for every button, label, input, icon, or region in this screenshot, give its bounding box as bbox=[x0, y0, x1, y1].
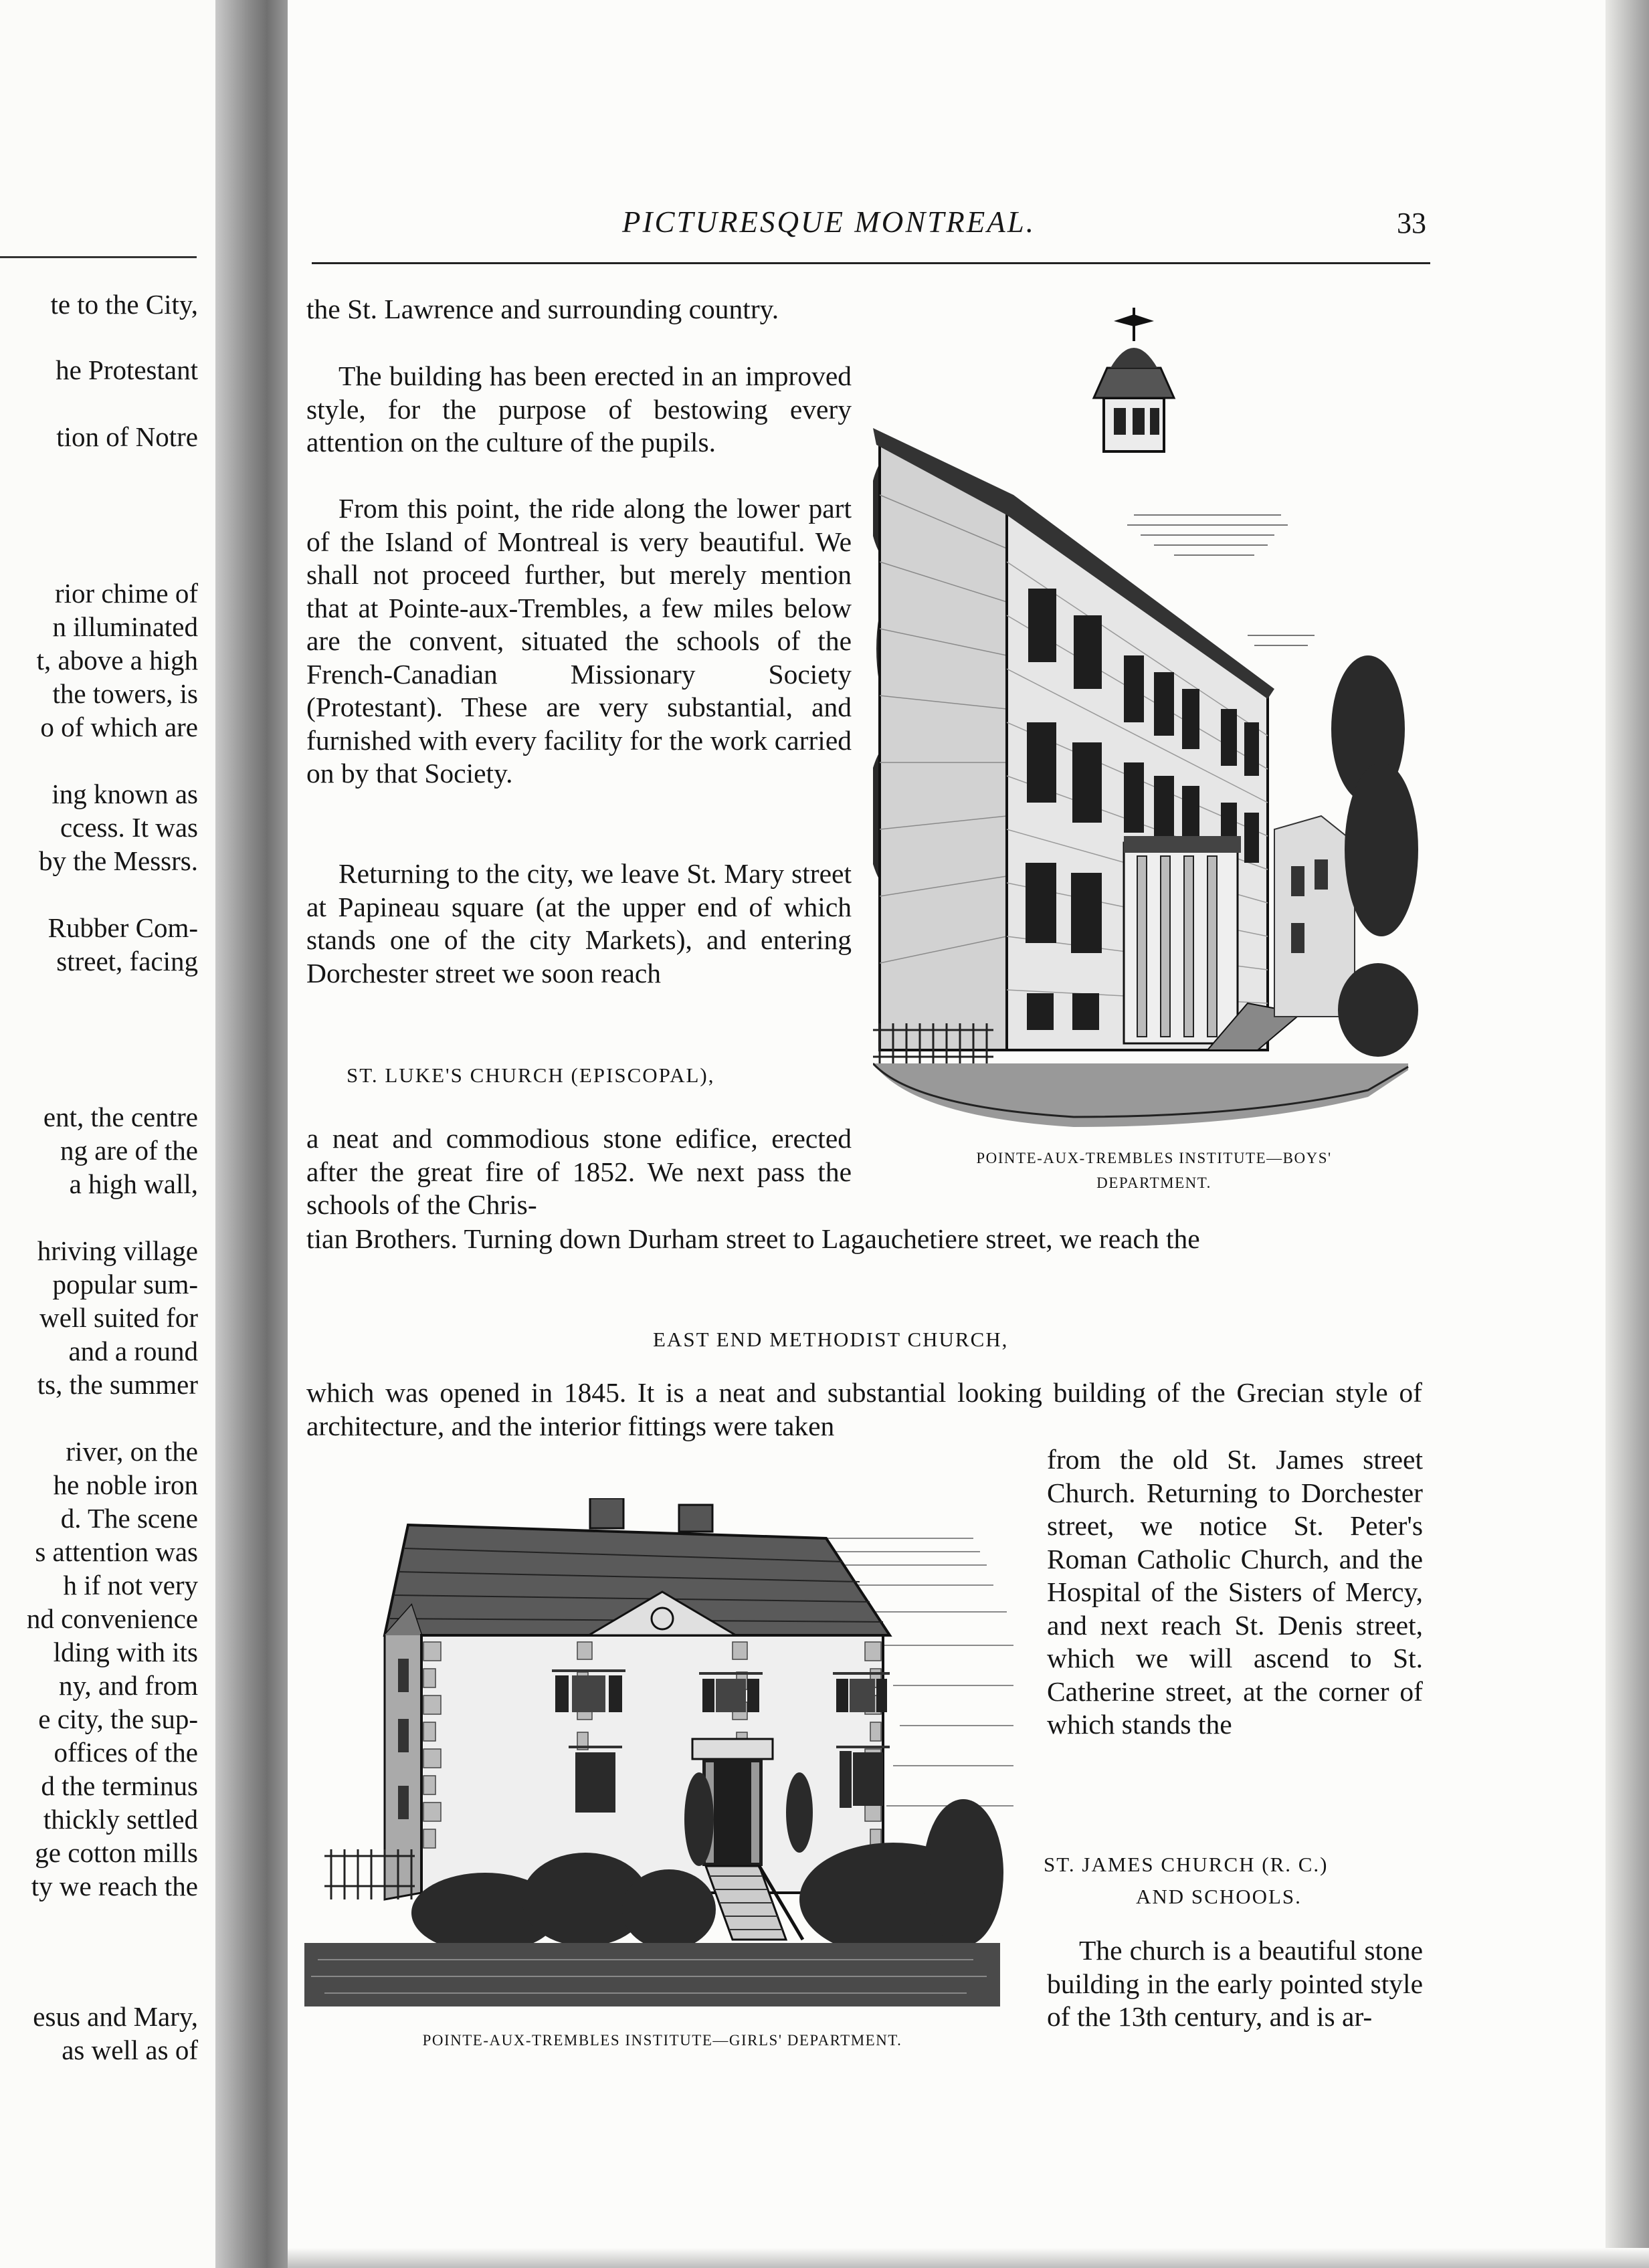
girls-department-caption: POINTE-AUX-TREMBLES INSTITUTE—GIRLS' DEPARTMENT. bbox=[422, 2032, 902, 2049]
section-heading-st-lukes: ST. LUKE'S CHURCH (EPISCOPAL), bbox=[347, 1063, 715, 1087]
facing-text-line: by the Messrs. bbox=[38, 845, 198, 876]
facing-text-line: street, facing bbox=[56, 946, 198, 976]
paragraph: The building has been erected in an improved style, for the purpose of bestowing every attention on the culture of the pupils. bbox=[306, 360, 852, 457]
facing-text-line: e city, the sup- bbox=[38, 1704, 198, 1734]
page-edge-shadow bbox=[1606, 0, 1649, 2268]
facing-text-line: hriving village bbox=[37, 1235, 198, 1266]
paragraph: which was opened in 1845. It is a neat and substantial looking building of the Grecian style of architecture, and the interior fittings were taken bbox=[306, 1377, 1422, 1441]
facing-text-line: o of which are bbox=[40, 712, 198, 742]
paragraph: tian Brothers. Turning down Durham street to Lagauchetiere street, we reach the bbox=[306, 1223, 1200, 1254]
paragraph: the St. Lawrence and surrounding country. bbox=[306, 294, 779, 324]
page-bottom-shadow bbox=[288, 2248, 1649, 2268]
facing-page-rule bbox=[0, 256, 197, 258]
section-heading-st-james-2: AND SCHOOLS. bbox=[1136, 1885, 1302, 1908]
facing-text-line: a high wall, bbox=[69, 1168, 198, 1199]
boys-department-illustration bbox=[873, 294, 1418, 1137]
facing-text-line: well suited for bbox=[39, 1302, 198, 1333]
facing-text-line: ny, and from bbox=[59, 1670, 198, 1701]
facing-text-line: t, above a high bbox=[36, 645, 198, 676]
paragraph: From this point, the ride along the lower part of the Island of Montreal is very beautiful. We shall not proceed further, but merely mention that at Pointe-aux-Trembles, a few miles below are the convent, situated the schools of the French-Canadian Missionary Society (Protestant). These are very substantial, and furnished with every facility for the work carried on by that Society. bbox=[306, 493, 852, 789]
facing-text-line: river, on the bbox=[66, 1436, 198, 1467]
caption-line: POINTE-AUX-TREMBLES INSTITUTE—BOYS' bbox=[976, 1150, 1332, 1166]
facing-text-line: rior chime of bbox=[54, 578, 198, 609]
facing-text-line: ge cotton mills bbox=[35, 1837, 198, 1868]
facing-page bbox=[0, 0, 227, 2268]
facing-text-line: and a round bbox=[68, 1336, 198, 1366]
facing-text-line: offices of the bbox=[54, 1737, 198, 1768]
facing-text-line: lding with its bbox=[53, 1637, 198, 1667]
facing-text-line: ent, the centre bbox=[43, 1102, 198, 1132]
paragraph: from the old St. James street Church. Returning to Dorchester street, we notice St. Peter's Roman Catholic Church, and the Hospital of the Sisters of Mercy, and next reach St. Denis street, which we will ascend to St. Catherine street, at the corner of which stands the bbox=[1047, 1444, 1423, 1740]
paragraph: Returning to the city, we leave St. Mary street at Papineau square (at the upper end of which stands one of the city Markets), and entering Dorchester street we soon reach bbox=[306, 858, 852, 989]
section-heading-st-james: ST. JAMES CHURCH (R. C.) bbox=[1044, 1853, 1329, 1876]
facing-text-line: popular sum- bbox=[52, 1269, 198, 1300]
facing-text-line: te to the City, bbox=[50, 289, 198, 320]
girls-department-illustration bbox=[304, 1498, 1020, 2006]
section-heading-east-end: EAST END METHODIST CHURCH, bbox=[653, 1328, 1009, 1351]
facing-text-line: ty we reach the bbox=[31, 1871, 198, 1901]
caption-line: DEPARTMENT. bbox=[1096, 1174, 1211, 1191]
facing-text-line: d the terminus bbox=[41, 1770, 198, 1801]
facing-text-line: as well as of bbox=[62, 2035, 198, 2065]
facing-text-line: d. The scene bbox=[60, 1503, 198, 1534]
header-rule bbox=[312, 262, 1430, 264]
boys-department-caption bbox=[890, 1146, 1418, 1195]
page-number: 33 bbox=[1397, 207, 1426, 239]
paragraph: The church is a beautiful stone building in the early pointed style of the 13th century, and is ar- bbox=[1047, 1935, 1423, 2032]
facing-text-line: he Protestant bbox=[56, 354, 198, 385]
facing-text-line: ts, the summer bbox=[37, 1369, 198, 1400]
facing-text-line: the towers, is bbox=[52, 678, 198, 709]
facing-text-line: ing known as bbox=[52, 779, 198, 809]
facing-text-line: ccess. It was bbox=[60, 812, 198, 843]
facing-text-line: he noble iron bbox=[53, 1469, 198, 1500]
facing-text-line: ng are of the bbox=[60, 1135, 198, 1166]
running-title: PICTURESQUE MONTREAL. bbox=[622, 205, 1036, 239]
facing-text-line: s attention was bbox=[35, 1536, 198, 1567]
facing-text-line: Rubber Com- bbox=[47, 912, 198, 943]
facing-text-line: h if not very bbox=[63, 1570, 198, 1601]
facing-text-line: thickly settled bbox=[43, 1804, 198, 1835]
paragraph: a neat and commodious stone edifice, erected after the great fire of 1852. We next pass the schools of the Chris- bbox=[306, 1123, 852, 1220]
facing-text-line: nd convenience bbox=[26, 1603, 198, 1634]
facing-text-line: esus and Mary, bbox=[33, 2001, 198, 2032]
facing-text-line: tion of Notre bbox=[56, 421, 198, 452]
facing-text-line: n illuminated bbox=[52, 611, 198, 642]
